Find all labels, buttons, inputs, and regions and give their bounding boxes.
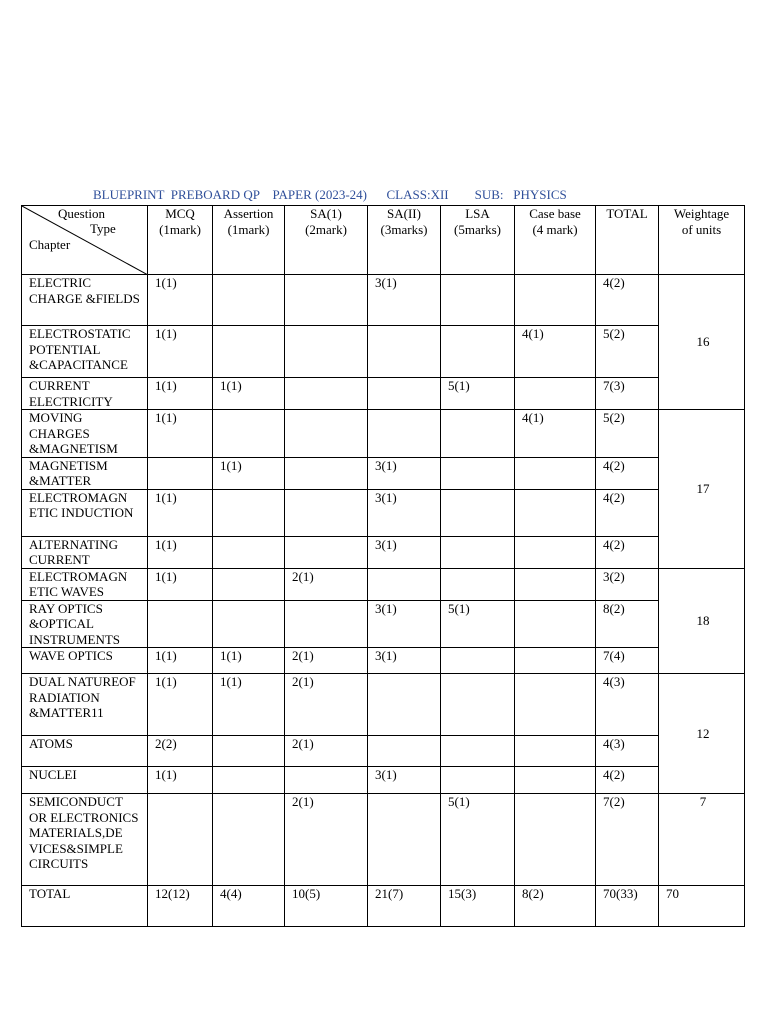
weightage-cell: 16 [659,275,745,410]
lsa-cell [441,410,515,458]
sa1-cell [285,378,368,410]
lsa-cell [441,489,515,536]
total-cell: 4(3) [596,736,659,767]
mcq-cell: 1(1) [148,536,213,568]
document-title: BLUEPRINT PREBOARD QP PAPER (2023-24) CLASS:XII SUB: PHYSICS [93,187,567,202]
mcq-cell: 1(1) [148,648,213,674]
sa1-cell [285,326,368,378]
weightage-total: 70 [659,886,745,927]
assertion-cell [213,794,285,886]
mcq-cell: 1(1) [148,378,213,410]
header-lsa: LSA (5marks) [441,206,515,275]
mcq-cell [148,600,213,648]
table-row [22,648,745,674]
sa1-cell: 2(1) [285,736,368,767]
total-cell: 4(3) [596,674,659,736]
case-cell [515,674,596,736]
sa2-cell [368,326,441,378]
lsa-cell: 5(1) [441,378,515,410]
chapter-cell: MAGNETISM &MATTER [22,457,148,489]
assertion-cell: 1(1) [213,674,285,736]
case-cell [515,736,596,767]
chapter-cell: ELECTROMAGN ETIC WAVES [22,568,148,600]
total-cell: 5(2) [596,326,659,378]
lsa-total: 15(3) [441,886,515,927]
case-total: 8(2) [515,886,596,927]
chapter-cell: ELECTRIC CHARGE &FIELDS [22,275,148,326]
chapter-cell: SEMICONDUCT OR ELECTRONICS MATERIALS,DE VICES&SIMPLE CIRCUITS [22,794,148,886]
sa2-cell: 3(1) [368,489,441,536]
header-sa1: SA(1) (2mark) [285,206,368,275]
case-cell [515,794,596,886]
total-cell: 4(2) [596,457,659,489]
chapter-cell: DUAL NATUREOF RADIATION &MATTER11 [22,674,148,736]
total-cell: 3(2) [596,568,659,600]
chapter-cell: RAY OPTICS &OPTICAL INSTRUMENTS [22,600,148,648]
assertion-cell [213,568,285,600]
sa1-cell: 2(1) [285,568,368,600]
mcq-cell [148,457,213,489]
corner-chapter-label: Chapter [29,237,71,252]
mcq-cell: 2(2) [148,736,213,767]
lsa-cell [441,275,515,326]
mcq-cell: 1(1) [148,275,213,326]
total-cell: 4(2) [596,489,659,536]
sa2-cell [368,674,441,736]
lsa-cell [441,326,515,378]
table-row [22,326,745,378]
sa2-cell: 3(1) [368,536,441,568]
lsa-cell [441,767,515,794]
weightage-cell: 18 [659,568,745,674]
case-cell: 4(1) [515,410,596,458]
lsa-cell [441,457,515,489]
case-cell: 4(1) [515,326,596,378]
case-cell [515,600,596,648]
mcq-cell: 1(1) [148,489,213,536]
weightage-cell: 17 [659,410,745,569]
table-row [22,457,745,489]
total-cell: 4(2) [596,536,659,568]
grand-total: 70(33) [596,886,659,927]
case-cell [515,767,596,794]
chapter-cell: NUCLEI [22,767,148,794]
lsa-cell [441,568,515,600]
assertion-cell [213,536,285,568]
header-assertion: Assertion (1mark) [213,206,285,275]
sa2-cell: 3(1) [368,275,441,326]
sa1-total: 10(5) [285,886,368,927]
chapter-cell: ALTERNATING CURRENT [22,536,148,568]
mcq-cell: 1(1) [148,674,213,736]
table-row [22,794,745,886]
header-weightage: Weightage of units [659,206,745,275]
chapter-cell: CURRENT ELECTRICITY [22,378,148,410]
mcq-total: 12(12) [148,886,213,927]
case-cell [515,489,596,536]
table-row [22,378,745,410]
sa1-cell [285,489,368,536]
total-cell: 8(2) [596,600,659,648]
lsa-cell [441,736,515,767]
total-cell: 5(2) [596,410,659,458]
lsa-cell: 5(1) [441,600,515,648]
header-total: TOTAL [596,206,659,275]
chapter-cell: WAVE OPTICS [22,648,148,674]
total-cell: 7(3) [596,378,659,410]
assertion-cell [213,410,285,458]
corner-question-label: Question [58,206,105,221]
sa2-cell [368,568,441,600]
lsa-cell: 5(1) [441,794,515,886]
corner-header-cell [22,206,148,275]
case-cell [515,568,596,600]
total-label: TOTAL [22,886,148,927]
assertion-total: 4(4) [213,886,285,927]
blueprint-table [21,205,745,927]
sa1-cell [285,767,368,794]
header-row [22,206,745,275]
assertion-cell [213,489,285,536]
lsa-cell [441,674,515,736]
total-cell: 4(2) [596,767,659,794]
header-mcq: MCQ (1mark) [148,206,213,275]
mcq-cell: 1(1) [148,410,213,458]
case-cell [515,275,596,326]
sa2-cell [368,410,441,458]
table-row [22,536,745,568]
assertion-cell: 1(1) [213,648,285,674]
sa2-cell [368,794,441,886]
sa1-cell [285,275,368,326]
table-row [22,600,745,648]
total-row [22,886,745,927]
case-cell [515,378,596,410]
case-cell [515,648,596,674]
lsa-cell [441,648,515,674]
sa2-total: 21(7) [368,886,441,927]
mcq-cell: 1(1) [148,767,213,794]
corner-type-label: Type [90,221,116,236]
sa1-cell: 2(1) [285,674,368,736]
table-row [22,674,745,736]
total-cell: 7(4) [596,648,659,674]
table-row [22,767,745,794]
mcq-cell: 1(1) [148,326,213,378]
sa1-cell: 2(1) [285,794,368,886]
mcq-cell: 1(1) [148,568,213,600]
assertion-cell [213,600,285,648]
sa2-cell: 3(1) [368,457,441,489]
lsa-cell [441,536,515,568]
sa2-cell [368,736,441,767]
sa2-cell: 3(1) [368,767,441,794]
case-cell [515,536,596,568]
table-row [22,489,745,536]
table-row [22,410,745,458]
assertion-cell: 1(1) [213,457,285,489]
assertion-cell [213,767,285,794]
total-cell: 7(2) [596,794,659,886]
chapter-cell: ELECTROMAGN ETIC INDUCTION [22,489,148,536]
chapter-cell: MOVING CHARGES &MAGNETISM [22,410,148,458]
assertion-cell [213,736,285,767]
assertion-cell [213,275,285,326]
table-row [22,275,745,326]
case-cell [515,457,596,489]
sa2-cell [368,378,441,410]
assertion-cell [213,326,285,378]
weightage-cell: 7 [659,794,745,886]
weightage-cell: 12 [659,674,745,794]
assertion-cell: 1(1) [213,378,285,410]
header-case-base: Case base (4 mark) [515,206,596,275]
sa1-cell [285,410,368,458]
sa1-cell [285,600,368,648]
sa1-cell [285,536,368,568]
mcq-cell [148,794,213,886]
total-cell: 4(2) [596,275,659,326]
sa2-cell: 3(1) [368,648,441,674]
table-row [22,568,745,600]
chapter-cell: ATOMS [22,736,148,767]
header-sa2: SA(II) (3marks) [368,206,441,275]
sa1-cell [285,457,368,489]
sa2-cell: 3(1) [368,600,441,648]
chapter-cell: ELECTROSTATIC POTENTIAL &CAPACITANCE [22,326,148,378]
table-row [22,736,745,767]
sa1-cell: 2(1) [285,648,368,674]
